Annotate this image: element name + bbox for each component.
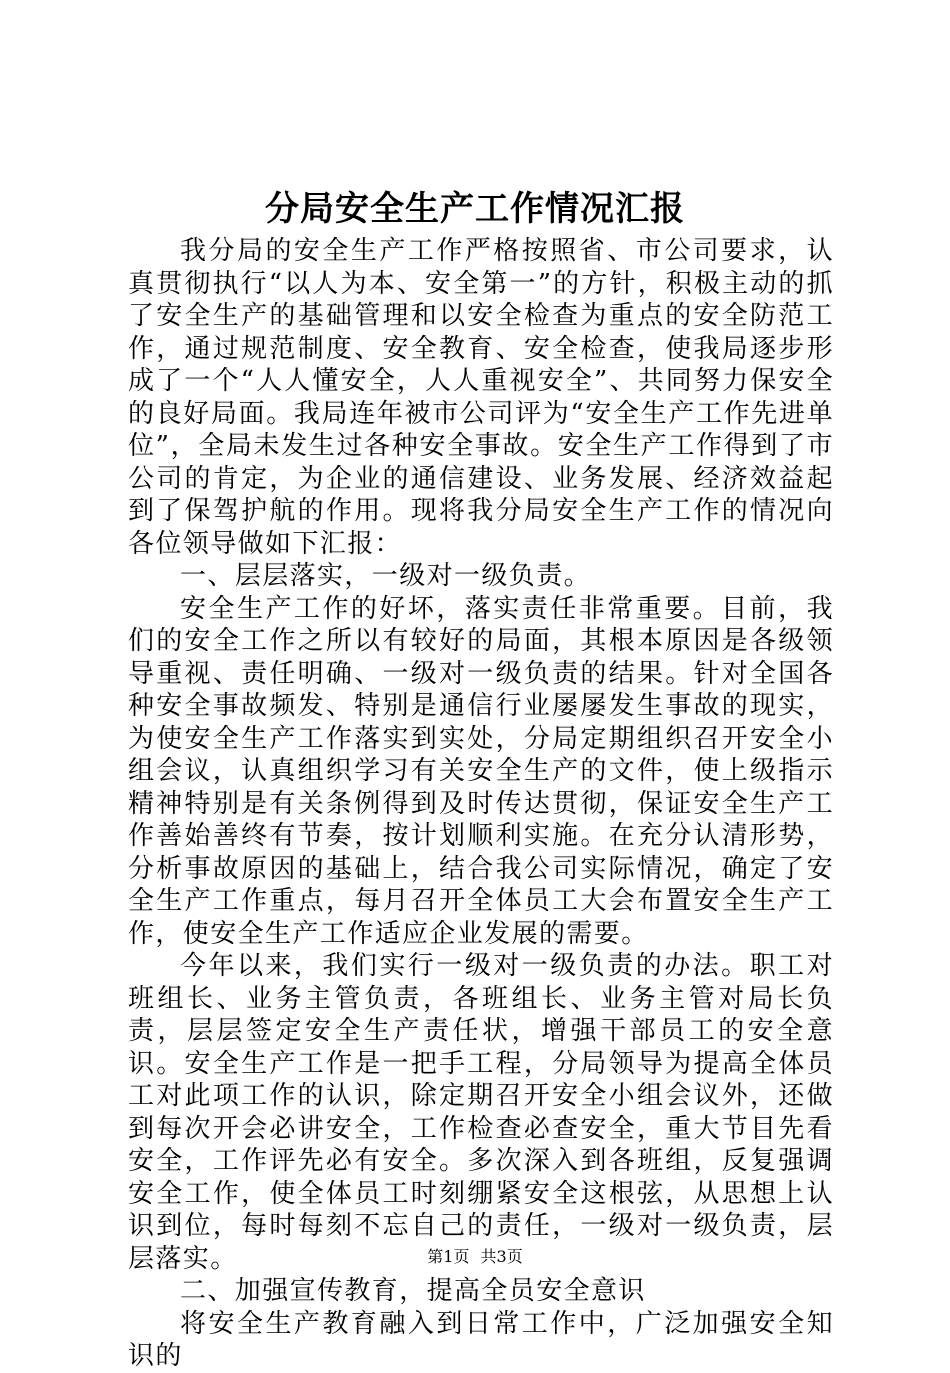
page-footer [0, 1247, 950, 1267]
paragraph-education: 将安全生产教育融入到日常工作中，广泛加强安全知识的 [128, 1308, 834, 1371]
paragraph-intro: 我分局的安全生产工作严格按照省、市公司要求，认真贯彻执行“以人为本、安全第一”的方针，积极主动的抓了安全生产的基础管理和以安全检查为重点的安全防范工作，通过规范制度、安全教育、安全检查，使我局逐步形成了一个“人人懂安全，人人重视安全”、共同努力保安全的良好局面。我局连年被市公司评为“安全生产工作先进单位”，全局未发生过各种安全事故。安全生产工作得到了市公司的肯定，为企业的通信建设、业务发展、经济效益起到了保驾护航的作用。现将我分局安全生产工作的情况向各位领导做如下汇报： [128, 236, 834, 559]
section-heading-2: 二、加强宣传教育，提高全员安全意识 [180, 1276, 646, 1306]
page-total: 共3页 [480, 1247, 523, 1266]
document-title: 分局安全生产工作情况汇报 [265, 189, 685, 229]
paragraph-accountability: 今年以来，我们实行一级对一级负责的办法。职工对班组长、业务主管负责，各班组长、业务主管对局长负责，层层签定安全生产责任状，增强干部员工的安全意识。安全生产工作是一把手工程，分局领导为提高全体员工对此项工作的认识，除定期召开安全小组会议外，还做到每次开会必讲安全，工作检查必查安全，重大节目先看安全，工作评先必有安全。多次深入到各班组，反复强调安全工作，使全体员工时刻绷紧安全这根弦，从思想上认识到位，每时每刻不忘自己的责任，一级对一级负责，层层落实。 [128, 951, 834, 1274]
paragraph-responsibility: 安全生产工作的好坏，落实责任非常重要。目前，我们的安全工作之所以有较好的局面，其根本原因是各级领导重视、责任明确、一级对一级负责的结果。针对全国各种安全事故频发、特别是通信行业屡屡发生事故的现实，为使安全生产工作落实到实处，分局定期组织召开安全小组会议，认真组织学习有关安全生产的文件，使上级指示精神特别是有关条例得到及时传达贯彻，保证安全生产工作善始善终有节奏，按计划顺利实施。在充分认清形势，分析事故原因的基础上，结合我公司实际情况，确定了安全生产工作重点，每月召开全体员工大会布置安全生产工作，使安全生产工作适应企业发展的需要。 [128, 593, 834, 949]
section-heading-1: 一、层层落实，一级对一级负责。 [180, 561, 592, 591]
page-number: 第1页 [427, 1247, 470, 1266]
document-body [128, 235, 834, 1373]
